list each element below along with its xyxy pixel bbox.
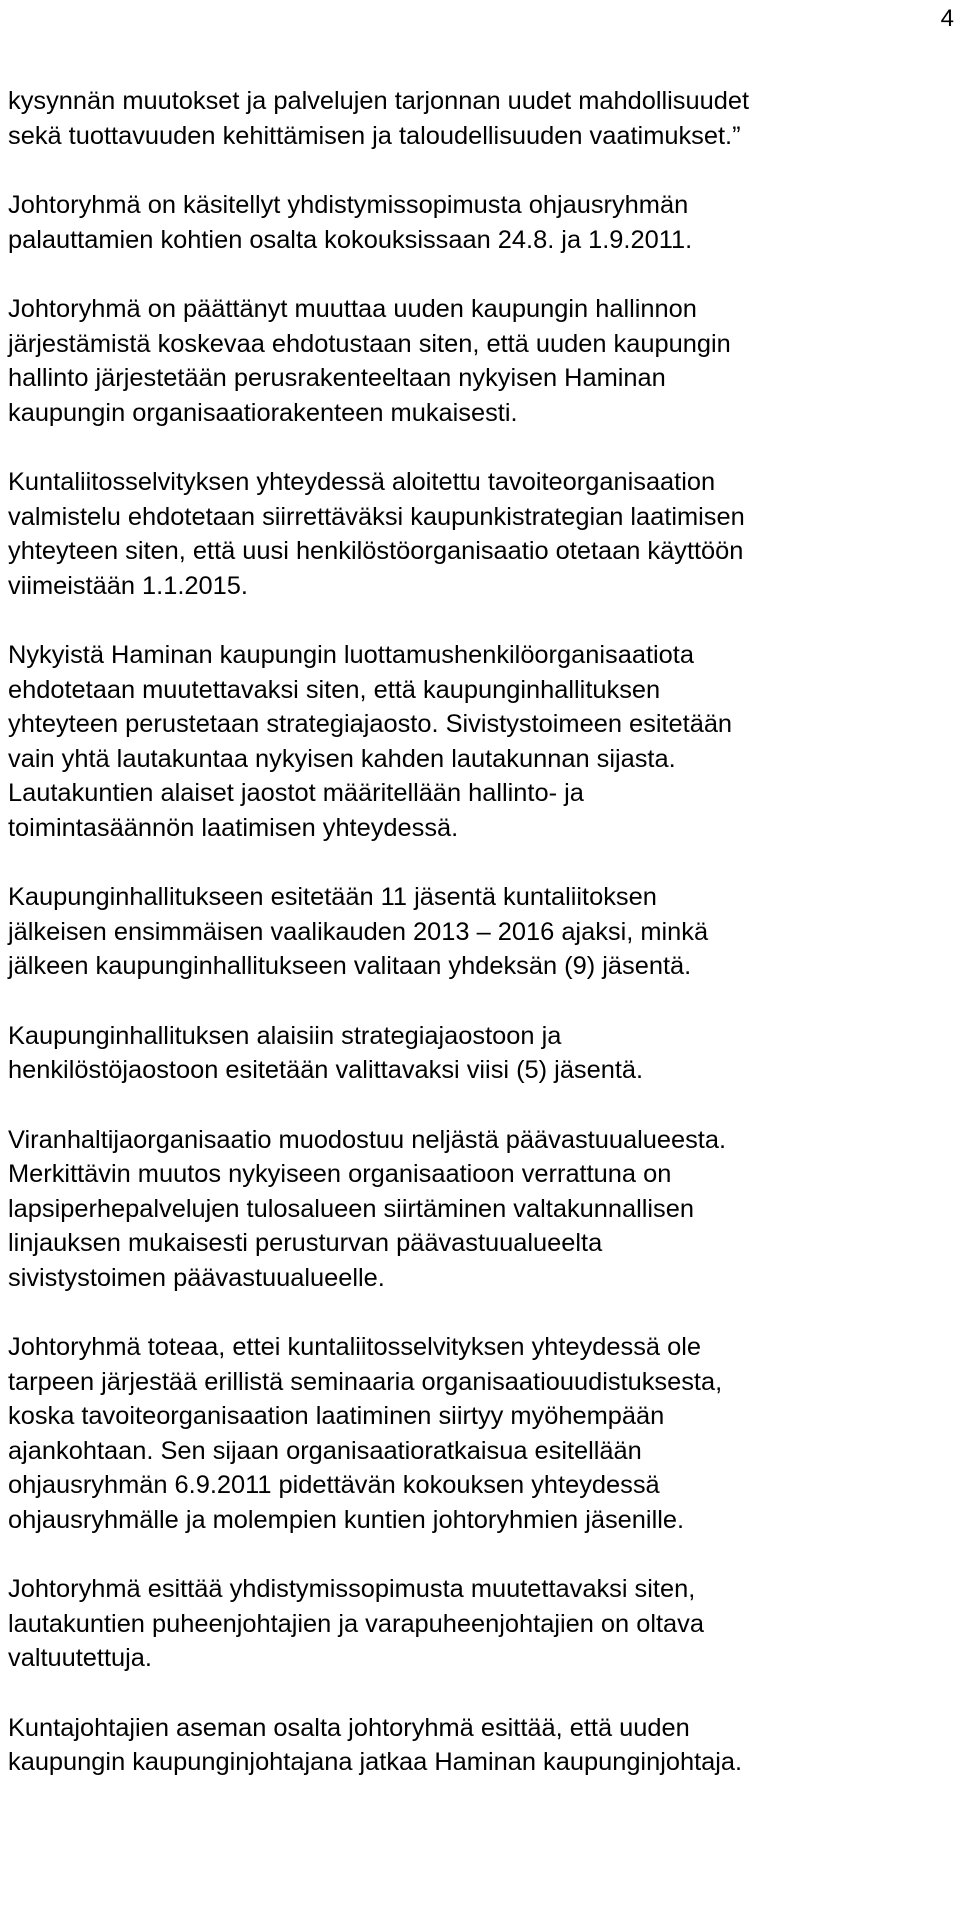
text-line: kaupungin kaupunginjohtajana jatkaa Haminan kaupunginjohtaja. bbox=[8, 1748, 743, 1776]
text-line: Viranhaltijaorganisaatio muodostuu neljästä päävastuualueesta. bbox=[8, 1125, 727, 1154]
text-line: yhteyteen perustetaan strategiajaosto. Sivistystoimeen esitetään bbox=[8, 710, 733, 738]
text-line: Merkittävin muutos nykyiseen organisaatioon verrattuna on bbox=[8, 1160, 672, 1188]
paragraph bbox=[8, 84, 956, 153]
text-line: jälkeen kaupunginhallitukseen valitaan yhdeksän (9) jäsentä. bbox=[8, 952, 692, 980]
text-line: viimeistään 1.1.2015. bbox=[8, 571, 248, 600]
text-line: ehdotetaan muutettavaksi siten, että kaupunginhallituksen bbox=[8, 675, 661, 704]
text-line: Johtoryhmä on päättänyt muuttaa uuden kaupungin hallinnon bbox=[8, 295, 697, 323]
text-line: sekä tuottavuuden kehittämisen ja taloudellisuuden vaatimukset.” bbox=[8, 121, 741, 150]
text-line: palauttamien kohtien osalta kokouksissaan 24.8. ja 1.9.2011. bbox=[8, 225, 693, 254]
paragraph bbox=[8, 1330, 956, 1537]
text-line: Johtoryhmä on käsitellyt yhdistymissopimusta ohjausryhmän bbox=[8, 191, 689, 219]
text-line: valtuutettuja. bbox=[8, 1644, 152, 1672]
text-line: Kaupunginhallituksen alaisiin strategiajaostoon ja bbox=[8, 1021, 562, 1050]
paragraph bbox=[8, 1123, 956, 1296]
paragraph bbox=[8, 1711, 956, 1780]
paragraph bbox=[8, 1572, 956, 1676]
text-line: valmistelu ehdotetaan siirrettäväksi kaupunkistrategian laatimisen bbox=[8, 502, 745, 531]
text-line: sivistystoimen päävastuualueelle. bbox=[8, 1263, 385, 1292]
text-line: järjestämistä koskevaa ehdotustaan siten, että uuden kaupungin bbox=[8, 329, 731, 358]
text-line: kysynnän muutokset ja palvelujen tarjonnan uudet mahdollisuudet bbox=[8, 87, 750, 115]
document-body bbox=[8, 84, 956, 1815]
text-line: Johtoryhmä toteaa, ettei kuntaliitosselvityksen yhteydessä ole bbox=[8, 1333, 701, 1361]
paragraph bbox=[8, 188, 956, 257]
text-line: yhteyteen siten, että uusi henkilöstöorganisaatio otetaan käyttöön bbox=[8, 537, 744, 565]
text-line: vain yhtä lautakuntaa nykyisen kahden lautakunnan sijasta. bbox=[8, 744, 676, 773]
text-line: linjauksen mukaisesti perusturvan päävastuualueelta bbox=[8, 1229, 603, 1257]
text-line: lapsiperhepalvelujen tulosalueen siirtäminen valtakunnallisen bbox=[8, 1194, 694, 1223]
paragraph bbox=[8, 465, 956, 603]
text-line: tarpeen järjestää erillistä seminaaria organisaatiouudistuksesta, bbox=[8, 1367, 723, 1396]
text-line: lautakuntien puheenjohtajien ja varapuheenjohtajien on oltava bbox=[8, 1609, 704, 1638]
paragraph bbox=[8, 292, 956, 430]
text-line: koska tavoiteorganisaation laatiminen siirtyy myöhempään bbox=[8, 1402, 665, 1430]
page-number: 4 bbox=[940, 5, 954, 32]
text-line: Kuntaliitosselvityksen yhteydessä aloitettu tavoiteorganisaation bbox=[8, 468, 716, 496]
paragraph bbox=[8, 880, 956, 984]
text-line: Lautakuntien alaiset jaostot määritellään hallinto- ja bbox=[8, 779, 584, 807]
text-line: Kuntajohtajien aseman osalta johtoryhmä esittää, että uuden bbox=[8, 1713, 690, 1742]
text-line: Nykyistä Haminan kaupungin luottamushenkilöorganisaatiota bbox=[8, 641, 694, 669]
text-line: kaupungin organisaatiorakenteen mukaisesti. bbox=[8, 398, 518, 427]
text-line: Johtoryhmä esittää yhdistymissopimusta muutettavaksi siten, bbox=[8, 1575, 696, 1603]
text-line: ohjausryhmän 6.9.2011 pidettävän kokouksen yhteydessä bbox=[8, 1471, 660, 1499]
text-line: ohjausryhmälle ja molempien kuntien johtoryhmien jäsenille. bbox=[8, 1505, 685, 1534]
paragraph bbox=[8, 638, 956, 845]
paragraph bbox=[8, 1019, 956, 1088]
text-line: ajankohtaan. Sen sijaan organisaatioratkaisua esitellään bbox=[8, 1436, 642, 1465]
text-line: henkilöstöjaostoon esitetään valittavaksi viisi (5) jäsentä. bbox=[8, 1056, 644, 1084]
text-line: hallinto järjestetään perusrakenteeltaan nykyisen Haminan bbox=[8, 364, 666, 392]
text-line: jälkeisen ensimmäisen vaalikauden 2013 – 2016 ajaksi, minkä bbox=[8, 917, 709, 946]
text-line: Kaupunginhallitukseen esitetään 11 jäsentä kuntaliitoksen bbox=[8, 883, 657, 911]
text-line: toimintasäännön laatimisen yhteydessä. bbox=[8, 813, 459, 842]
